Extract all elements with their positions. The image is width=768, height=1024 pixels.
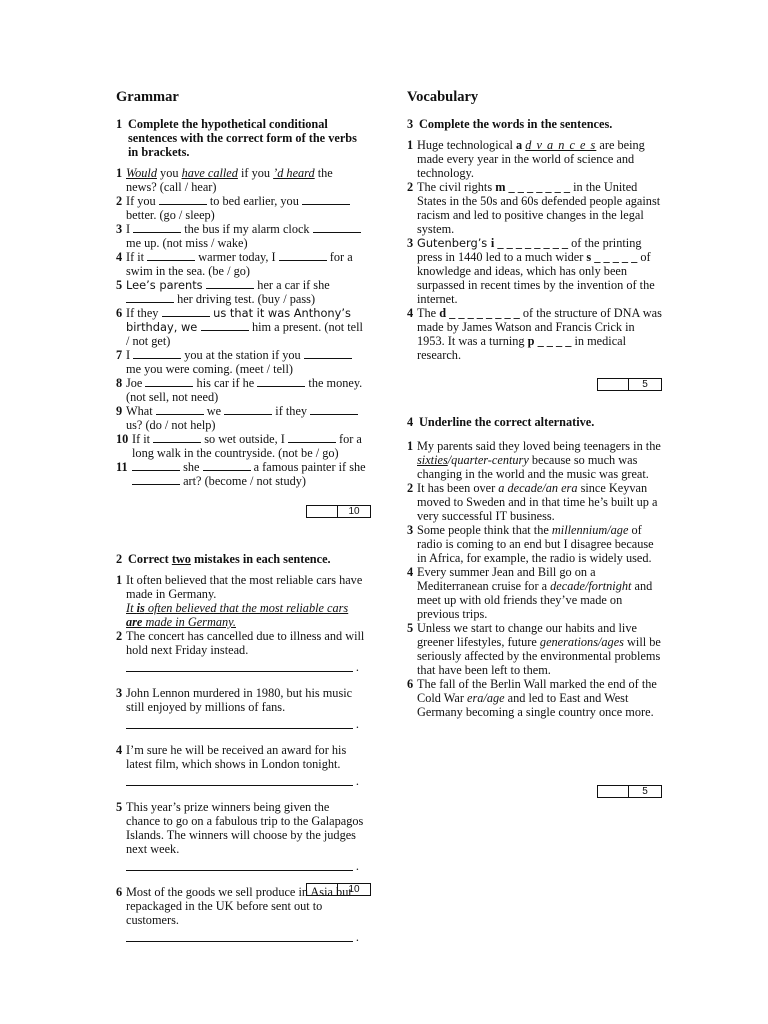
answer-blank[interactable] xyxy=(162,306,210,317)
answer-blank[interactable] xyxy=(206,278,254,289)
exercise-4-instruction: 4 Underline the correct alternative. xyxy=(407,415,595,429)
ex3-item: 3 Gutenberg’s i _ _ _ _ _ _ _ _ of the printing press in 1440 led to a much wider s _ _ _ _ _ of knowledge and ideas, which has only been surpassed in recent times by the invention of the internet. xyxy=(407,236,655,306)
ex4-item: 2 It has been over a decade/an era since Keyvan moved to Sweden and in that time he’s built up a very successful IT business. xyxy=(407,481,658,523)
ex4-item: 5 Unless we start to change our habits and live greener lifestyles, future generations/ages will be seriously affected by the environmental problems that have been left to them. xyxy=(407,621,661,677)
score-box-ex1: 10 xyxy=(306,505,371,518)
ex1-item: 4 If it warmer today, I for a swim in the sea. (be / go) xyxy=(116,250,353,278)
answer-blank[interactable] xyxy=(201,320,249,331)
ex1-item: 5 Lee’s parents her a car if she her driving test. (buy / pass) xyxy=(116,278,330,306)
ex1-item: 2 If you to bed earlier, you better. (go / sleep) xyxy=(116,194,366,222)
answer-line[interactable] xyxy=(126,927,353,942)
ex1-item: 1 Would you have called if you ’d heard the news? (call / hear) xyxy=(116,166,333,194)
ex4-item: 4 Every summer Jean and Bill go on a Mediterranean cruise for a decade/fortnight and meet up with old friends they’ve made on previous trips. xyxy=(407,565,653,621)
ex2-item: 4 I’m sure he will be received an award for his latest film, which shows in London tonight. xyxy=(116,743,347,771)
answer-blank[interactable] xyxy=(313,222,361,233)
score-input[interactable] xyxy=(598,379,629,390)
answer-blank[interactable] xyxy=(145,376,193,387)
answer-blank[interactable] xyxy=(133,348,181,359)
answer-blank[interactable] xyxy=(156,404,204,415)
exercise-2-instruction: 2 Correct two mistakes in each sentence. xyxy=(116,552,331,566)
ex1-item: 8 Joe his car if he the money. (not sell, not need) xyxy=(116,376,363,404)
answer-blank[interactable] xyxy=(133,222,181,233)
ex4-item: 1 My parents said they loved being teenagers in the sixties/quarter-century because so much was changing in the world and the music was great. xyxy=(407,439,661,481)
ex4-item: 3 Some people think that the millennium/age of radio is coming to an end but I disagree because in Africa, for example, the radio is widely used. xyxy=(407,523,654,565)
answer-blank[interactable] xyxy=(302,194,350,205)
ex1-item: 10 If it so wet outside, I for a long walk in the countryside. (not be / go) xyxy=(116,432,362,460)
ex1-item: 6 If they us that it was Anthony’s birthday, we him a present. (not tell / not get) xyxy=(116,306,363,348)
ex2-item: 2 The concert has cancelled due to illness and will hold next Friday instead. xyxy=(116,629,365,657)
answer-blank[interactable] xyxy=(304,348,352,359)
exercise-3-instruction: 3 Complete the words in the sentences. xyxy=(407,117,613,131)
answer-blank[interactable] xyxy=(257,376,305,387)
ex3-item: 1 Huge technological a d v a n c e s are being made every year in the world of science and technology. xyxy=(407,138,645,180)
ex2-item: 1 It often believed that the most reliable cars have made in Germany. It is often believed that the most reliable cars are made in Germany. xyxy=(116,573,363,629)
answer-blank[interactable] xyxy=(132,460,180,471)
ex2-item: 5 This year’s prize winners being given the chance to go on a fabulous trip to the Galapagos Islands. The winners will choose by the judges next week. xyxy=(116,800,364,856)
answer-blank[interactable] xyxy=(224,404,272,415)
ex2-item: 3 John Lennon murdered in 1980, but his music still enjoyed by millions of fans. xyxy=(116,686,353,714)
answer-blank[interactable] xyxy=(159,194,207,205)
answer-blank[interactable] xyxy=(126,292,174,303)
score-box-ex2: 10 xyxy=(306,883,371,896)
answer-line[interactable] xyxy=(126,657,353,672)
ex3-item: 2 The civil rights m _ _ _ _ _ _ _ in the United States in the 50s and 60s defended people against racism and led to positive changes in the legal system. xyxy=(407,180,661,236)
score-box-ex3: 5 xyxy=(597,378,662,391)
vocabulary-column xyxy=(407,90,665,719)
answer-blank[interactable] xyxy=(279,250,327,261)
ex4-item: 6 The fall of the Berlin Wall marked the end of the Cold War era/age and led to East and West Germany becoming a single country once more. xyxy=(407,677,657,719)
answer-line[interactable] xyxy=(126,771,353,786)
vocabulary-title: Vocabulary xyxy=(407,89,479,105)
score-input[interactable] xyxy=(598,786,629,797)
answer-line[interactable] xyxy=(126,714,353,729)
answer-blank[interactable] xyxy=(203,460,251,471)
score-input[interactable] xyxy=(307,884,338,895)
ex1-item: 3 I the bus if my alarm clock me up. (not miss / wake) xyxy=(116,222,366,250)
grammar-title: Grammar xyxy=(116,89,179,105)
exercise-1-instruction: 1 Complete the hypothetical conditional sentences with the correct form of the verbs in brackets. xyxy=(116,117,357,159)
answer-blank[interactable] xyxy=(153,432,201,443)
answer-line[interactable] xyxy=(126,856,353,871)
answer-blank[interactable] xyxy=(147,250,195,261)
answer-blank[interactable] xyxy=(288,432,336,443)
ex1-item: 9 What we if they us? (do / not help) xyxy=(116,404,366,432)
answer-blank[interactable] xyxy=(132,474,180,485)
score-input[interactable] xyxy=(307,506,338,517)
ex2-item: 6 Most of the goods we sell produce in Asia but repackaged in the UK before sent out to customers. xyxy=(116,885,352,927)
ex1-item: 11 she a famous painter if she art? (become / not study) xyxy=(116,460,366,488)
ex1-item: 7 I you at the station if you me you were coming. (meet / tell) xyxy=(116,348,366,376)
ex3-item: 4 The d _ _ _ _ _ _ _ _ of the structure of DNA was made by James Watson and Francis Crick in 1953. It was a turning p _ _ _ _ in medical research. xyxy=(407,306,662,362)
score-box-ex4: 5 xyxy=(597,785,662,798)
answer-blank[interactable] xyxy=(310,404,358,415)
